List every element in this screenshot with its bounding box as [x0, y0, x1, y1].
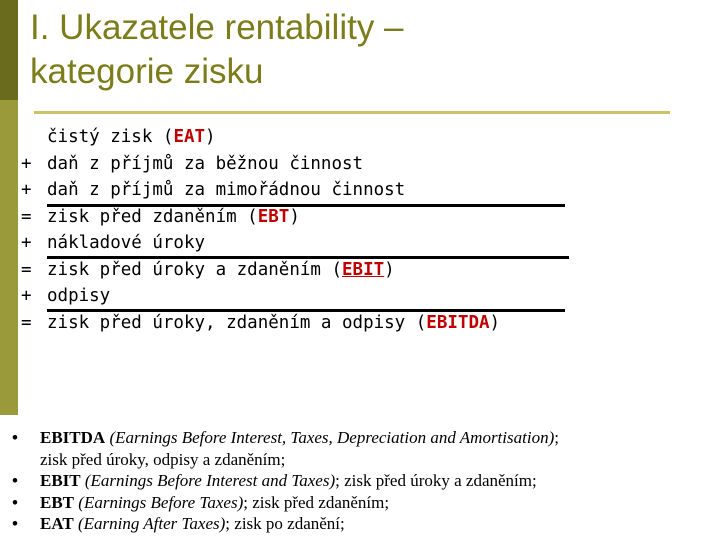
subtotal-rule-ebt: [47, 204, 565, 207]
bullet-icon: •: [12, 428, 18, 447]
note-ebit: • EBIT (Earnings Before Interest and Taxes); zisk před úroky a zdaněním;: [12, 471, 537, 490]
note-ebitda: • EBITDA (Earnings Before Interest, Taxes, Depreciation and Amortisation);: [12, 428, 559, 447]
title-line-1: I. Ukazatele rentability –: [30, 8, 404, 47]
abbr-ebitda: EBITDA: [426, 312, 490, 333]
bullet-icon: •: [12, 514, 18, 533]
subtotal-rule-ebitda: [47, 309, 565, 312]
note-ebt: • EBT (Earnings Before Taxes); zisk před zdaněním;: [12, 492, 390, 512]
bullet-icon: •: [12, 471, 18, 490]
title-underline: [34, 111, 670, 114]
calc-row-ebt: = zisk před zdaněním (EBT): [21, 206, 300, 227]
calc-row-tax-extraordinary: + daň z příjmů za mimořádnou činnost: [21, 180, 406, 200]
calc-row-interest: + nákladové úroky: [21, 233, 206, 253]
slide-title: [30, 6, 690, 94]
calc-row-eat: čistý zisk (EAT): [47, 127, 216, 147]
calc-row-ebit: = zisk před úroky a zdaněním (EBIT): [21, 259, 395, 280]
abbr-ebt: EBT: [257, 206, 290, 227]
subtotal-rule-ebit: [47, 256, 569, 259]
bullet-icon: •: [12, 492, 18, 512]
abbr-eat: EAT: [173, 127, 206, 147]
note-eat: • EAT (Earning After Taxes); zisk po zdanění;: [12, 514, 345, 533]
left-accent-bar-top: [0, 0, 18, 100]
calc-row-depreciation: + odpisy: [21, 286, 111, 306]
title-line-2: kategorie zisku: [30, 52, 264, 91]
calc-row-ebitda: = zisk před úroky, zdaněním a odpisy (EBITDA): [21, 312, 501, 333]
calc-row-tax-ordinary: + daň z příjmů za běžnou činnost: [21, 153, 364, 174]
note-ebitda-translation: zisk před úroky, odpisy a zdaněním;: [40, 449, 286, 469]
abbr-ebit: EBIT: [342, 259, 385, 280]
profit-calculation: [21, 124, 500, 336]
abbreviation-notes: [12, 427, 712, 535]
